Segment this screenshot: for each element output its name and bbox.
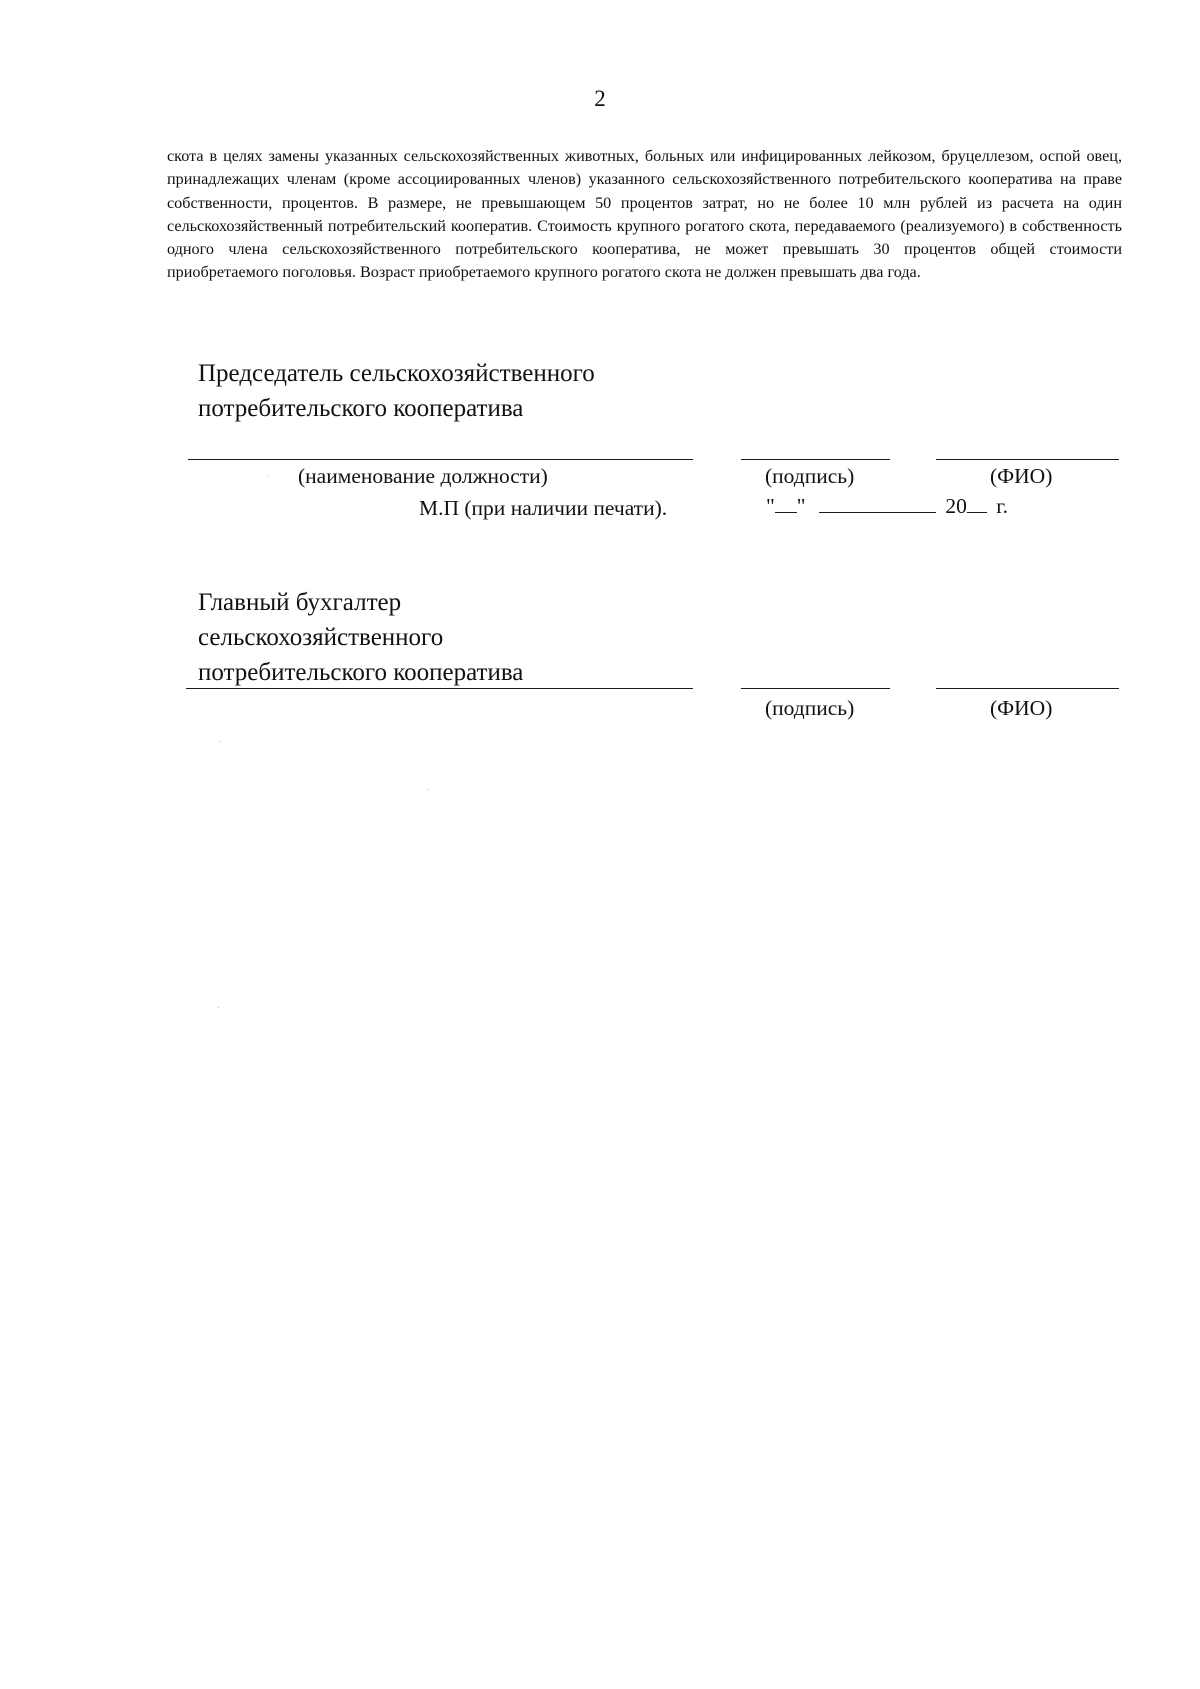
day-blank [775,494,797,513]
chairman-title [198,356,595,426]
fio-caption: (ФИО) [990,464,1053,488]
date-quote-open: " [766,494,775,518]
chairman-title-line: потребительского кооператива [198,395,524,422]
accountant-title-line: потребительского кооператива [198,659,524,686]
accountant-title-line: сельскохозяйственного [198,624,444,651]
month-blank [819,494,936,513]
scan-speck [268,476,269,477]
fio-line [936,459,1119,460]
year-prefix: 20 [945,494,967,518]
signature-caption: (подпись) [765,464,855,488]
accountant-title-line: Главный бухгалтер [198,589,402,616]
position-caption: (наименование должности) [298,464,548,488]
accountant-fio-line [936,688,1119,689]
year-suffix: г. [996,494,1008,518]
accountant-position-line [186,688,693,689]
signature-line [741,459,890,460]
scan-speck [218,1007,219,1008]
accountant-signature-line [741,688,890,689]
accountant-fio-caption: (ФИО) [990,696,1053,720]
seal-caption: М.П (при наличии печати). [419,496,668,520]
chairman-title-line: Председатель сельскохозяйственного [198,360,595,387]
accountant-signature-caption: (подпись) [765,696,855,720]
position-line [188,459,693,460]
date-field [766,494,1008,519]
body-paragraph: скота в целях замены указанных сельскохозяйственных животных, больных или инфицированных лейкозом, бруцеллезом, оспой овец, принадлежащих членам (кроме ассоциированных членов) указанного сельскохозяйственного потребительского кооператива на праве собственности, процентов. В размере, не превышающем 50 процентов затрат, но не более 10 млн рублей из расчета на один сельскохозяйственный потребительский кооператив. Стоимость крупного рогатого скота, передаваемого (реализуемого) в собственность одного члена сельскохозяйственного потребительского кооператива, не может превышать 30 процентов общей стоимости приобретаемого поголовья. Возраст приобретаемого крупного рогатого скота не должен превышать два года. [167,147,1122,282]
year-blank [967,494,987,513]
date-quote-close: " [796,494,806,518]
accountant-title [198,585,523,690]
scan-speck [219,741,220,742]
scan-speck [427,789,428,790]
page-number: 2 [594,86,606,111]
